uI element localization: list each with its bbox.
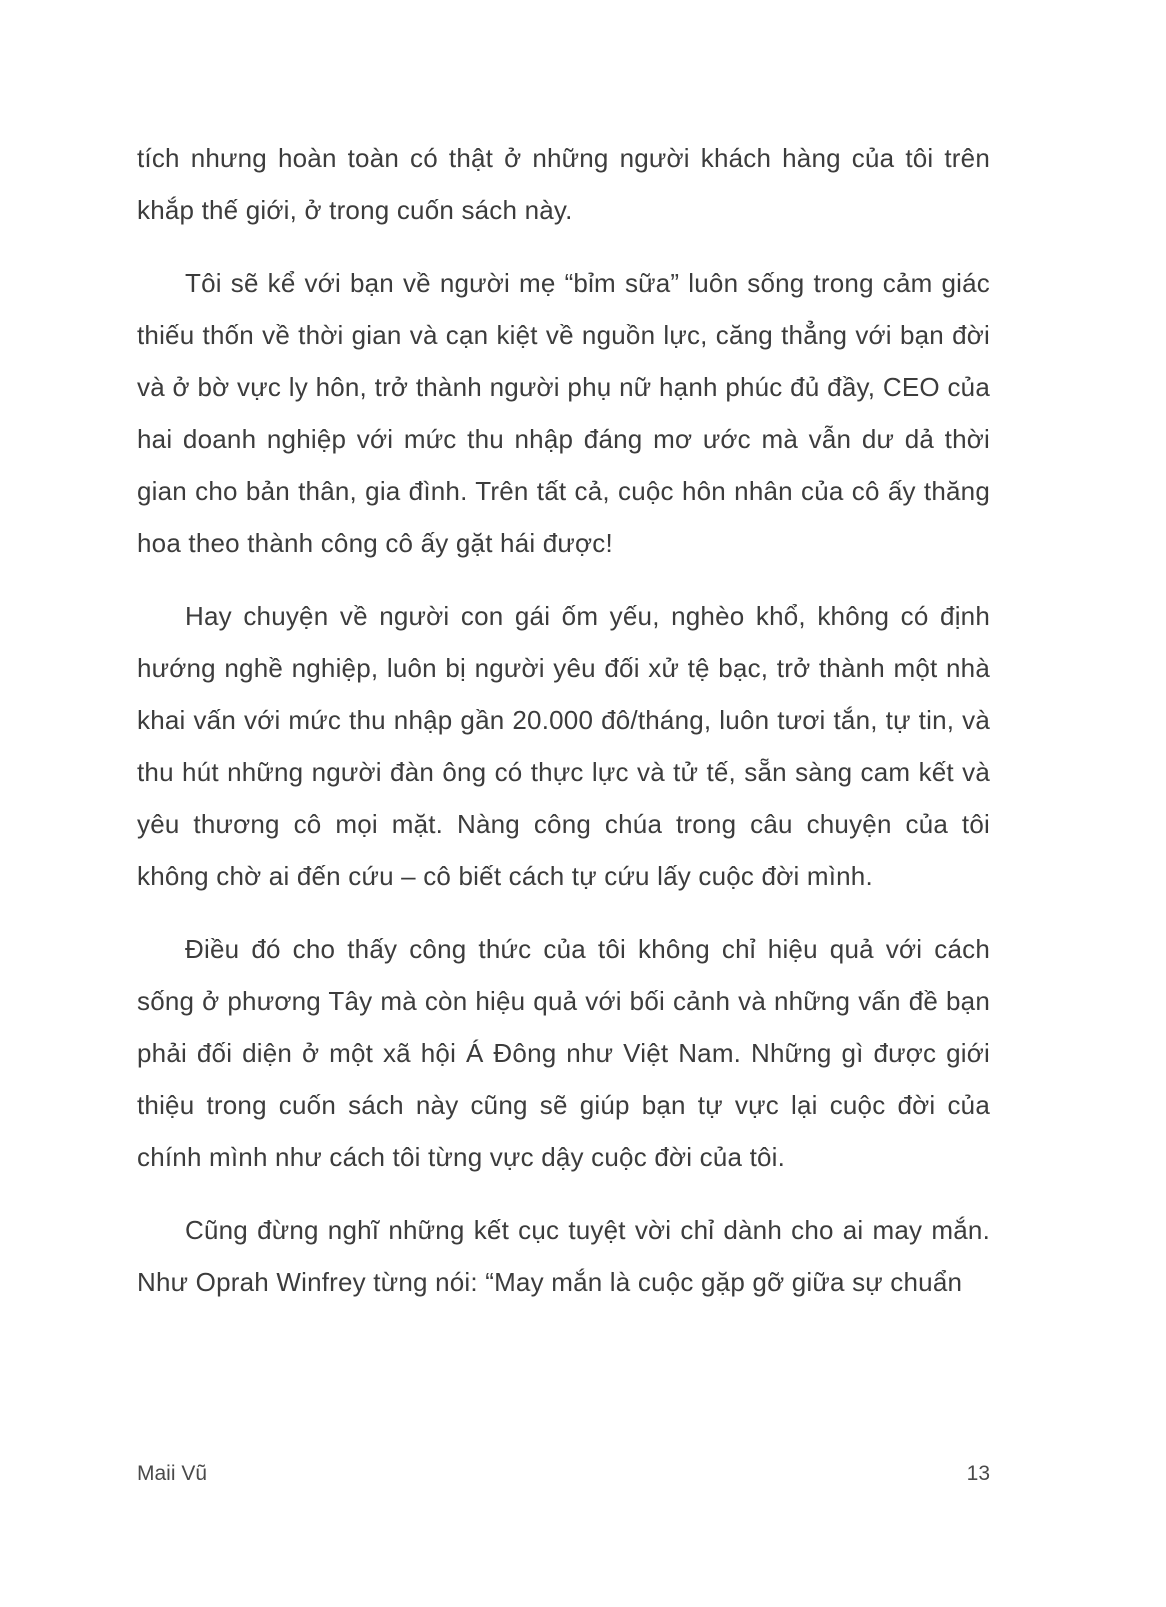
page-number: 13 xyxy=(966,1462,990,1485)
paragraph: tích nhưng hoàn toàn có thật ở những người khách hàng của tôi trên khắp thế giới, ở trong cuốn sách này. xyxy=(137,143,990,225)
paragraph: Hay chuyện về người con gái ốm yếu, nghèo khổ, không có định hướng nghề nghiệp, luôn bị người yêu đối xử tệ bạc, trở thành một nhà khai vấn với mức thu nhập gần 20.000 đô/tháng, luôn tươi tắn, tự tin, và thu hút những người đàn ông có thực lực và tử tế, sẵn sàng cam kết và yêu thương cô mọi mặt. Nàng công chúa trong câu chuyện của tôi không chờ ai đến cứu – cô biết cách tự cứu lấy cuộc đời mình. xyxy=(137,601,990,891)
page-body-text xyxy=(137,132,990,1329)
footer-author: Maii Vũ xyxy=(137,1462,208,1485)
paragraph: Điều đó cho thấy công thức của tôi không chỉ hiệu quả với cách sống ở phương Tây mà còn hiệu quả với bối cảnh và những vấn đề bạn phải đối diện ở một xã hội Á Đông như Việt Nam. Những gì được giới thiệu trong cuốn sách này cũng sẽ giúp bạn tự vực lại cuộc đời của chính mình như cách tôi từng vực dậy cuộc đời của tôi. xyxy=(137,934,990,1172)
paragraph: Cũng đừng nghĩ những kết cục tuyệt vời chỉ dành cho ai may mắn. Như Oprah Winfrey từng nói: “May mắn là cuộc gặp gỡ giữa sự chuẩn xyxy=(137,1215,990,1297)
page-footer xyxy=(137,1462,990,1486)
paragraph: Tôi sẽ kể với bạn về người mẹ “bỉm sữa” luôn sống trong cảm giác thiếu thốn về thời gian và cạn kiệt về nguồn lực, căng thẳng với bạn đời và ở bờ vực ly hôn, trở thành người phụ nữ hạnh phúc đủ đầy, CEO của hai doanh nghiệp với mức thu nhập đáng mơ ước mà vẫn dư dả thời gian cho bản thân, gia đình. Trên tất cả, cuộc hôn nhân của cô ấy thăng hoa theo thành công cô ấy gặt hái được! xyxy=(137,268,990,558)
